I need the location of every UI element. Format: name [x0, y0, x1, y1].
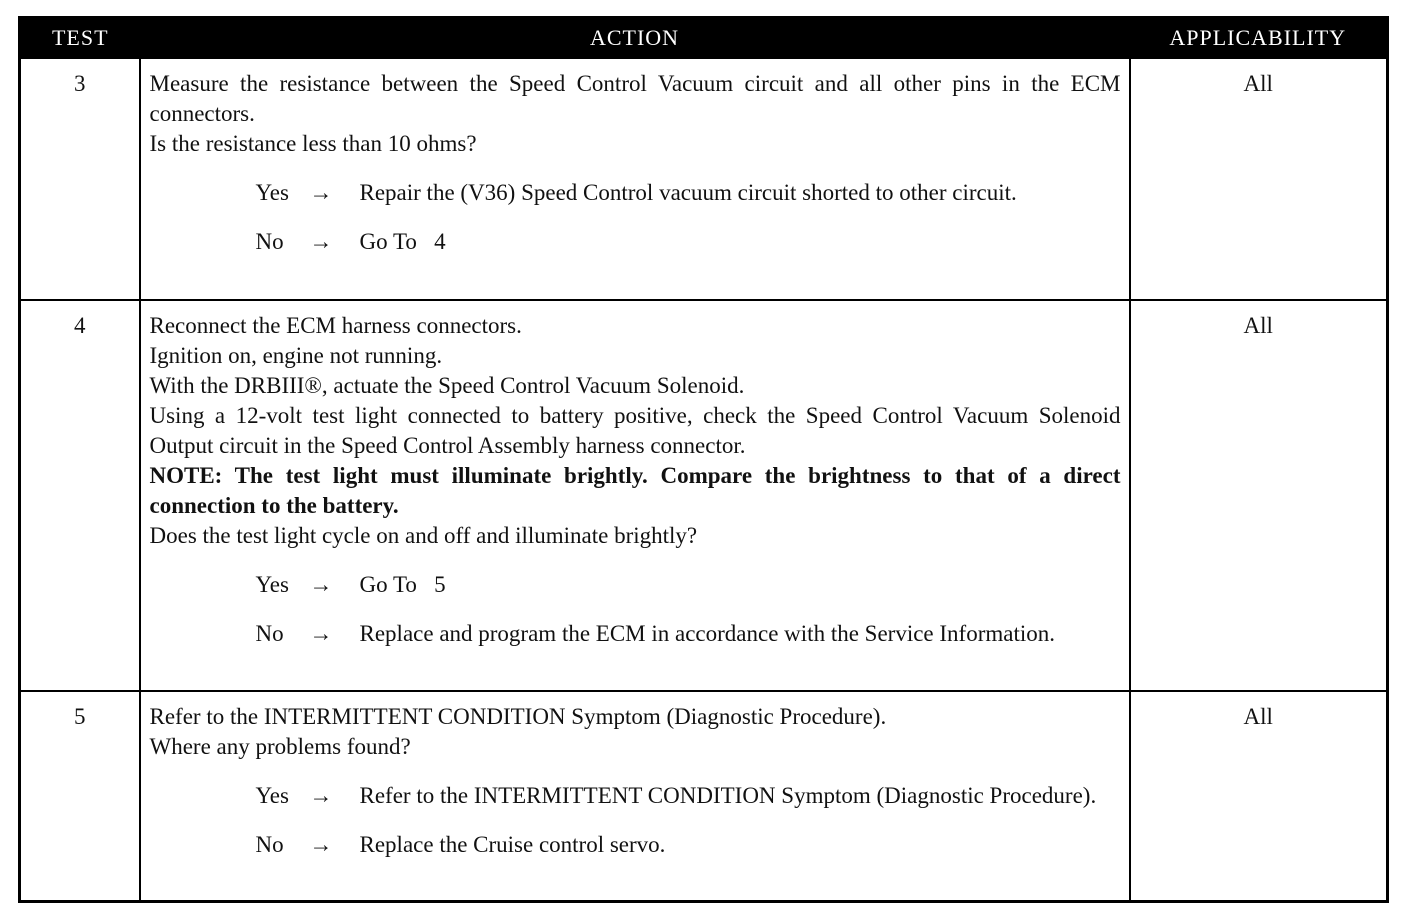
header-action: ACTION	[140, 18, 1130, 59]
header-row	[20, 18, 1388, 59]
branch-no	[150, 227, 1121, 257]
action-question: Where any problems found?	[149, 734, 411, 759]
branch-yes	[150, 178, 1121, 208]
action-question: Is the resistance less than 10 ohms?	[149, 131, 477, 156]
table-row	[20, 58, 1388, 300]
test-number: 5	[20, 691, 140, 901]
arrow-icon: →	[309, 180, 333, 205]
branch-label: No	[255, 621, 284, 646]
arrow-icon: →	[309, 572, 333, 597]
branch-text: Refer to the INTERMITTENT CONDITION Symptom (Diagnostic Procedure).	[359, 783, 1097, 808]
branch-text: Replace and program the ECM in accordance with the Service Information.	[359, 621, 1055, 646]
action-text: Using a 12-volt test light connected to battery positive, check the Speed Control Vacuum Solenoid Output circuit in the Speed Control Assembly harness connector.	[149, 403, 1121, 458]
branch-label: No	[255, 832, 284, 857]
test-number: 3	[20, 58, 140, 300]
action-text: Refer to the INTERMITTENT CONDITION Symptom (Diagnostic Procedure).	[149, 704, 887, 729]
header-applicability: APPLICABILITY	[1130, 18, 1388, 59]
branch-text: Repair the (V36) Speed Control vacuum circuit shorted to other circuit.	[359, 180, 1017, 205]
action-cell	[140, 300, 1130, 691]
action-question: Does the test light cycle on and off and illuminate brightly?	[149, 523, 698, 548]
arrow-icon: →	[309, 783, 333, 808]
action-text: Ignition on, engine not running.	[149, 343, 443, 368]
arrow-icon: →	[309, 832, 333, 857]
arrow-icon: →	[309, 621, 333, 646]
arrow-icon: →	[309, 229, 333, 254]
table-row	[20, 300, 1388, 691]
branch-no	[150, 830, 1121, 860]
branch-label: Yes	[255, 783, 289, 808]
applicability-cell: All	[1130, 58, 1388, 300]
branch-no	[150, 619, 1121, 649]
branch-yes	[150, 781, 1121, 811]
action-text: With the DRBIII®, actuate the Speed Control Vacuum Solenoid.	[149, 373, 745, 398]
action-text: Measure the resistance between the Speed Control Vacuum circuit and all other pins in the ECM connectors.	[149, 71, 1121, 126]
branch-text: Go To 5	[359, 572, 446, 597]
action-cell	[140, 58, 1130, 300]
action-cell	[140, 691, 1130, 901]
branch-label: Yes	[255, 572, 289, 597]
branch-text: Go To 4	[359, 229, 446, 254]
header-test: TEST	[20, 18, 140, 59]
diagnostic-table	[18, 16, 1389, 903]
action-text: Reconnect the ECM harness connectors.	[149, 313, 522, 338]
branch-text: Replace the Cruise control servo.	[359, 832, 666, 857]
branch-yes	[150, 570, 1121, 600]
branch-label: Yes	[255, 180, 289, 205]
test-number: 4	[20, 300, 140, 691]
action-note: NOTE: The test light must illuminate brightly. Compare the brightness to that of a direct connection to the battery.	[149, 463, 1121, 518]
branch-label: No	[255, 229, 284, 254]
table-row	[20, 691, 1388, 901]
applicability-cell: All	[1130, 691, 1388, 901]
applicability-cell: All	[1130, 300, 1388, 691]
